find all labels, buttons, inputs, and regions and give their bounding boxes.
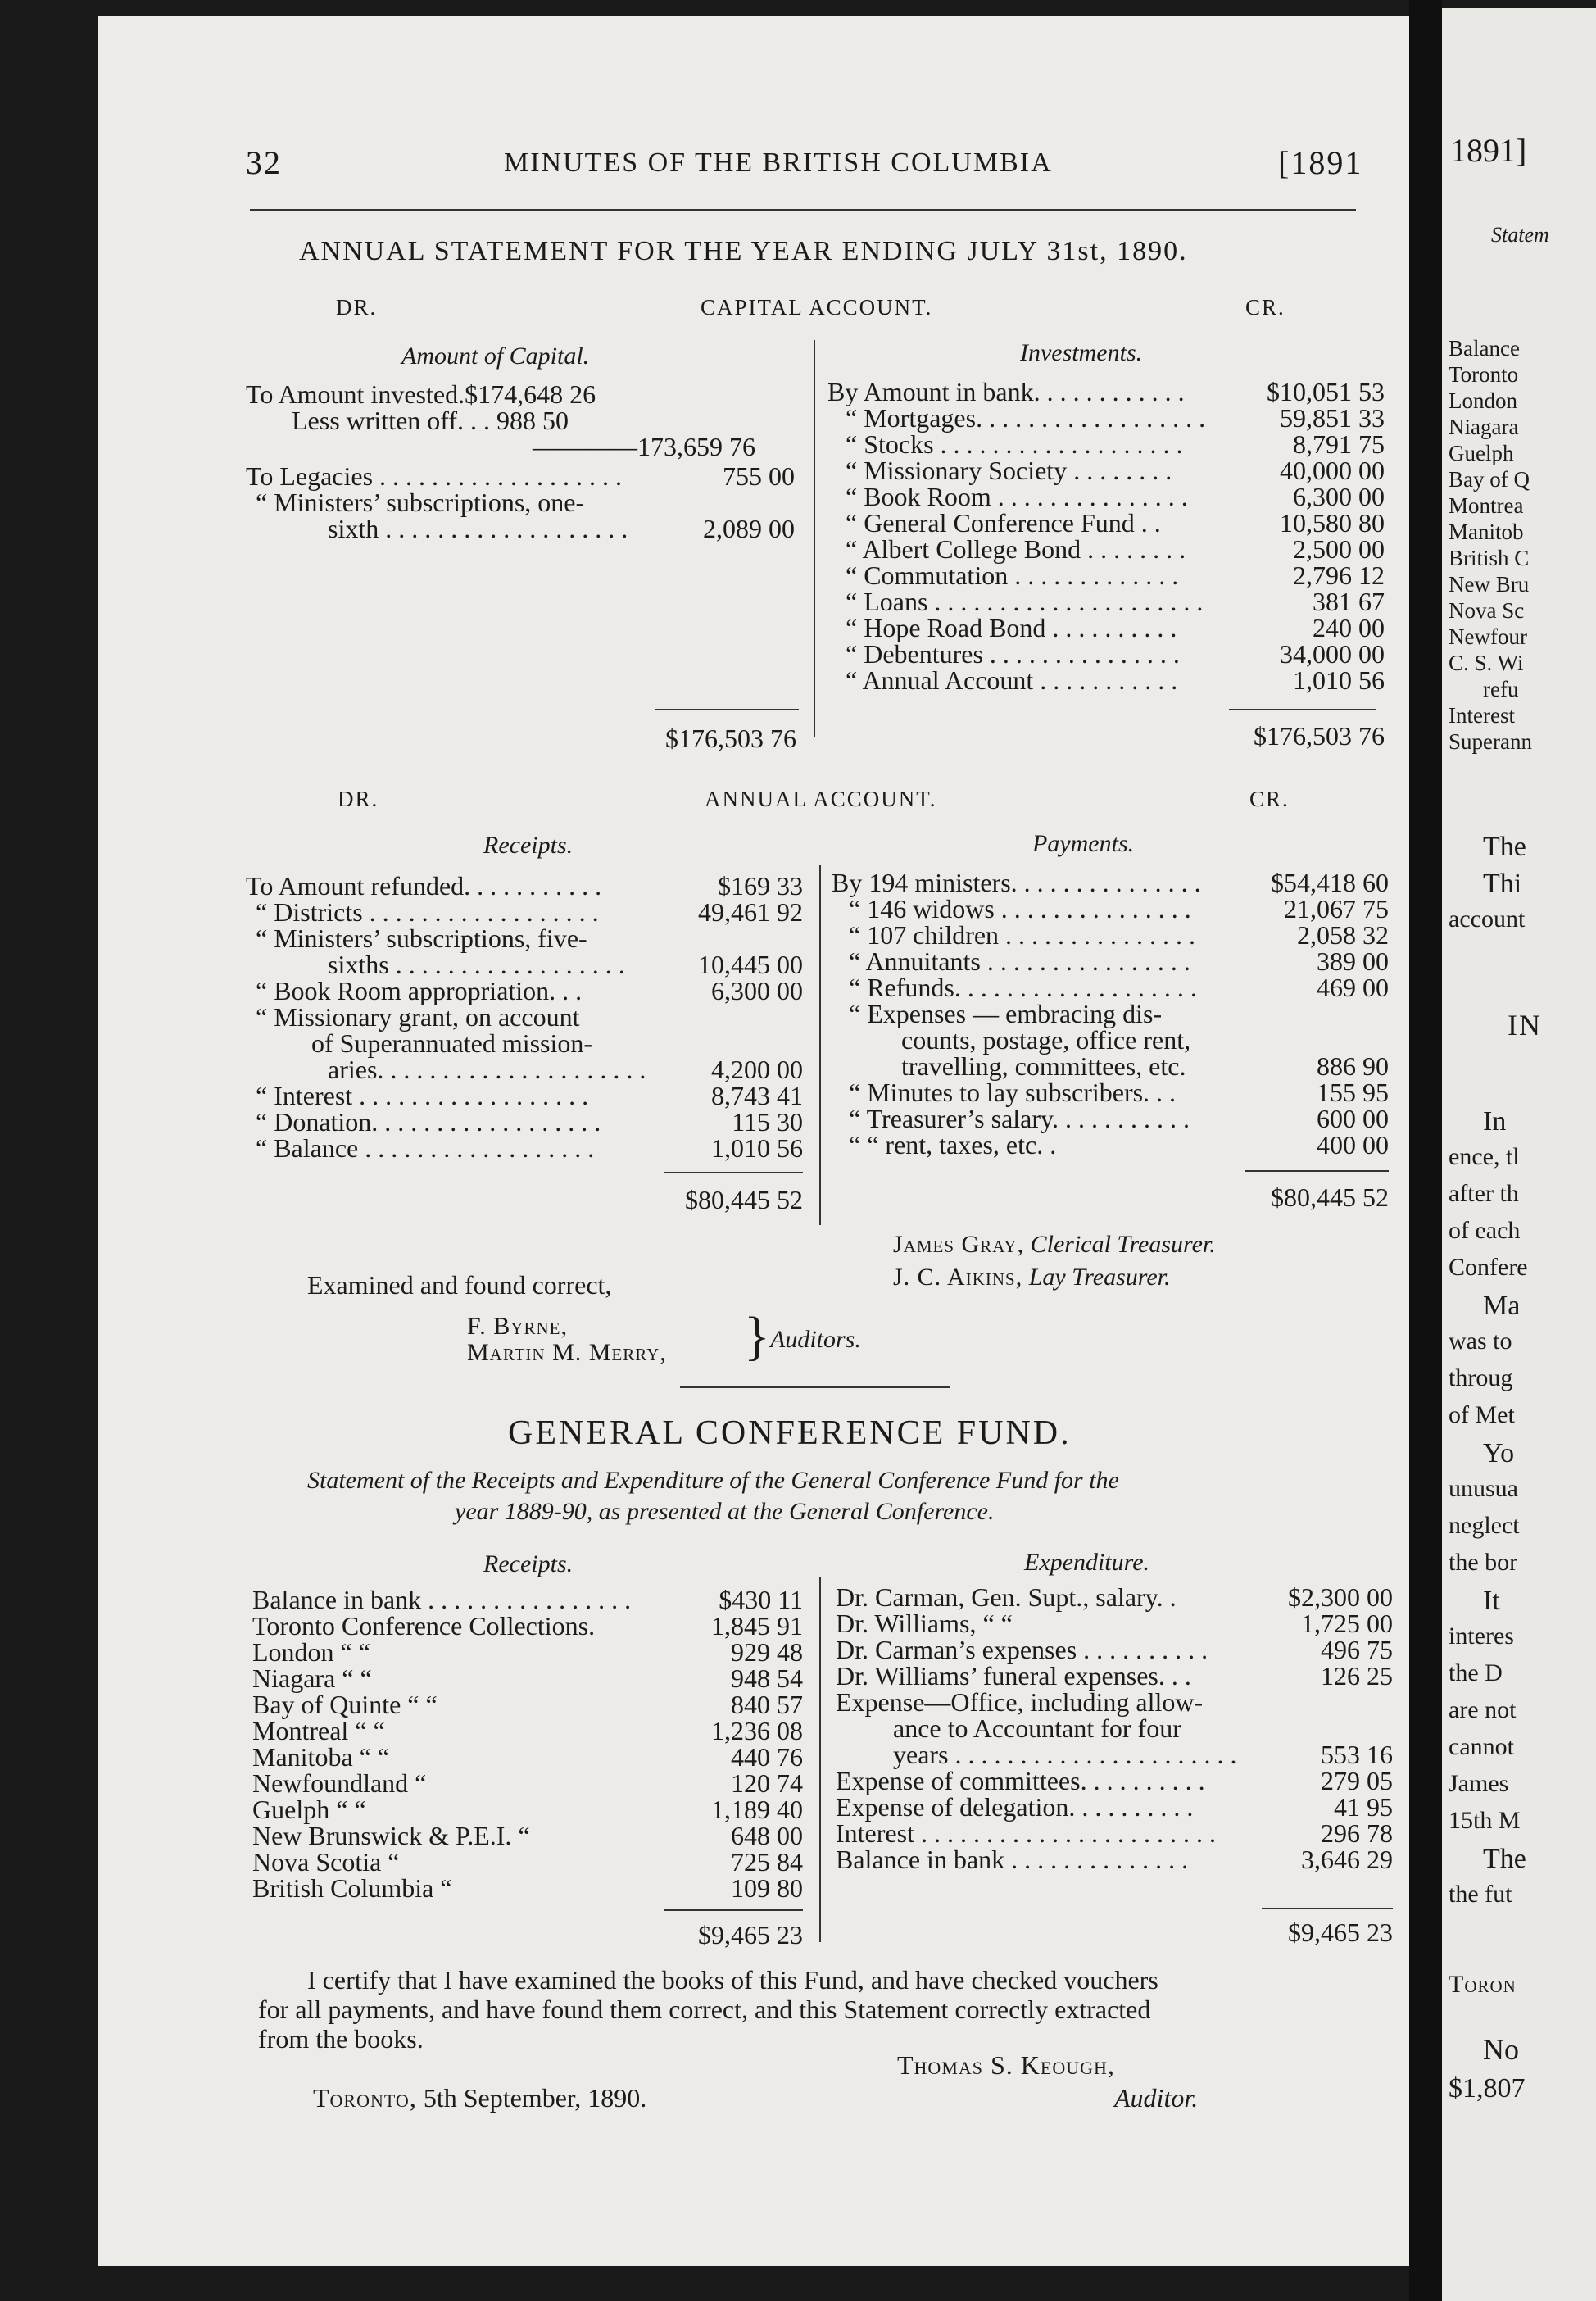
facing-text: after th <box>1449 1180 1519 1207</box>
gcf-subtitle-1: Statement of the Receipts and Expenditure of the General Conference Fund for the <box>307 1467 1119 1494</box>
gcf-right-row: Dr. Williams, “ “ <box>836 1609 1013 1638</box>
auditors-brace: } <box>744 1306 770 1366</box>
gcf-right-row: Dr. Carman’s expenses . . . . . . . . . . <box>836 1635 1208 1664</box>
facing-text: No <box>1483 2033 1519 2066</box>
date: 5th September, 1890. <box>423 2083 647 2113</box>
gcf-left-amount: 1,189 40 <box>711 1795 803 1824</box>
annual-right-row: By 194 ministers. . . . . . . . . . . . . . . <box>832 868 1201 897</box>
running-title: MINUTES OF THE BRITISH COLUMBIA <box>504 148 1053 178</box>
gcf-right-row: Expense of delegation. . . . . . . . . . <box>836 1792 1194 1822</box>
annual-left-row: To Amount refunded. . . . . . . . . . . <box>246 871 602 901</box>
capital-left-row: ————173,659 76 <box>533 432 755 461</box>
gcf-left-amount: $430 11 <box>719 1585 803 1614</box>
gcf-right-amount: 296 78 <box>1321 1818 1393 1848</box>
clerical-treasurer <box>893 1231 1216 1259</box>
capital-right-row: “ Commutation . . . . . . . . . . . . . <box>846 560 1179 590</box>
capital-left-row: To Amount invested.$174,648 26 <box>246 379 596 409</box>
gcf-right-row: ance to Accountant for four <box>893 1713 1181 1743</box>
capital-right-amount: 2,796 12 <box>1293 560 1385 590</box>
capital-left-row: To Legacies . . . . . . . . . . . . . . . . . . . <box>246 461 623 491</box>
capital-right-row: “ General Conference Fund . . <box>846 508 1161 538</box>
facing-text: neglect <box>1449 1512 1520 1539</box>
facing-list-item: London <box>1449 388 1517 413</box>
capital-right-amount: 59,851 33 <box>1280 403 1385 433</box>
facing-text: $1,807 <box>1449 2073 1526 2104</box>
annual-right-row: “ Annuitants . . . . . . . . . . . . . . . . <box>849 946 1190 976</box>
capital-left-heading: Amount of Capital. <box>401 343 590 370</box>
gcf-right-amount: $2,300 00 <box>1288 1582 1393 1612</box>
facing-page <box>1442 8 1596 2301</box>
capital-right-amount: 34,000 00 <box>1280 639 1385 669</box>
annual-right-amount: 389 00 <box>1317 946 1389 976</box>
gcf-left-row: London “ “ <box>252 1637 370 1667</box>
gcf-left-amount: 120 74 <box>731 1768 803 1798</box>
gcf-left-total: $9,465 23 <box>698 1920 803 1949</box>
facing-text: of Met <box>1449 1401 1515 1428</box>
book-page <box>98 16 1409 2266</box>
annual-left-row: aries. . . . . . . . . . . . . . . . . . . . . <box>328 1055 646 1084</box>
capital-right-row: By Amount in bank. . . . . . . . . . . . <box>827 377 1185 406</box>
annual-left-row: “ Districts . . . . . . . . . . . . . . . . . . <box>256 897 599 927</box>
annual-right-amount: 400 00 <box>1317 1130 1389 1160</box>
header-rule <box>250 209 1356 211</box>
capital-right-heading: Investments. <box>1020 339 1143 366</box>
facing-text: James <box>1449 1770 1509 1797</box>
capital-divider <box>814 340 815 738</box>
gcf-left-row: Niagara “ “ <box>252 1663 372 1693</box>
gcf-right-row: Interest . . . . . . . . . . . . . . . . . . . . . . . <box>836 1818 1216 1848</box>
capital-right-amount: 6,300 00 <box>1293 482 1385 511</box>
gcf-left-row: Nova Scotia “ <box>252 1847 400 1877</box>
facing-text: interes <box>1449 1622 1514 1650</box>
certificate-line-3: from the books. <box>258 2024 424 2054</box>
annual-right-amount: 600 00 <box>1317 1104 1389 1133</box>
gcf-subtitle-2: year 1889-90, as presented at the General Conference. <box>455 1498 995 1525</box>
treasurer-name: J. C. Aikins, <box>893 1264 1023 1291</box>
capital-right-row: “ Missionary Society . . . . . . . . <box>846 456 1172 485</box>
capital-right-row: “ Loans . . . . . . . . . . . . . . . . . . . . . <box>846 587 1204 616</box>
annual-right-total: $80,445 52 <box>1271 1182 1389 1212</box>
gcf-right-sum-rule <box>1262 1908 1393 1909</box>
facing-text: The <box>1483 832 1526 862</box>
annual-dr: DR. <box>338 787 379 811</box>
capital-left-row: “ Ministers’ subscriptions, one- <box>256 488 585 517</box>
capital-right-sum-rule <box>1229 709 1376 710</box>
annual-left-row: “ Missionary grant, on account <box>256 1002 580 1032</box>
facing-text: IN <box>1508 1009 1542 1042</box>
annual-divider <box>819 865 821 1225</box>
annual-right-row: counts, postage, office rent, <box>901 1025 1191 1055</box>
capital-right-row: “ Stocks . . . . . . . . . . . . . . . . . . . <box>846 429 1183 459</box>
facing-list-item: Toronto <box>1449 362 1519 387</box>
capital-right-row: “ Mortgages. . . . . . . . . . . . . . . . . . <box>846 403 1206 433</box>
annual-right-row: “ Refunds. . . . . . . . . . . . . . . . . . . <box>849 973 1197 1002</box>
annual-cr: CR. <box>1249 787 1290 811</box>
annual-right-sum-rule <box>1245 1170 1389 1172</box>
facing-text: was to <box>1449 1328 1512 1355</box>
annual-right-amount: 469 00 <box>1317 973 1389 1002</box>
gcf-left-row: Guelph “ “ <box>252 1795 366 1824</box>
facing-text: 15th M <box>1449 1807 1521 1834</box>
facing-text: the bor <box>1449 1549 1518 1576</box>
annual-right-row: “ Expenses — embracing dis- <box>849 999 1163 1028</box>
gcf-left-amount: 948 54 <box>731 1663 803 1693</box>
capital-right-amount: $10,051 53 <box>1267 377 1385 406</box>
place-date <box>313 2083 646 2113</box>
gcf-title: GENERAL CONFERENCE FUND. <box>508 1414 1072 1452</box>
facing-list-item: C. S. Wi <box>1449 651 1524 675</box>
gcf-left-amount: 1,845 91 <box>711 1611 803 1641</box>
annual-left-amount: 4,200 00 <box>711 1055 803 1084</box>
facing-text: throug <box>1449 1364 1513 1391</box>
gcf-auditor-name: Thomas S. Keough, <box>897 2050 1115 2080</box>
annual-right-heading: Payments. <box>1032 830 1135 857</box>
book-gutter <box>1409 0 1442 2301</box>
gcf-right-amount: 1,725 00 <box>1301 1609 1393 1638</box>
annual-left-row: of Superannuated mission- <box>311 1028 593 1058</box>
gcf-left-amount: 1,236 08 <box>711 1716 803 1745</box>
place: Toronto, <box>313 2083 417 2113</box>
facing-text: unusua <box>1449 1475 1518 1502</box>
annual-right-amount: $54,418 60 <box>1271 868 1389 897</box>
gcf-left-row: Newfoundland “ <box>252 1768 427 1798</box>
gcf-right-amount: 41 95 <box>1334 1792 1393 1822</box>
annual-left-row: “ Interest . . . . . . . . . . . . . . . . . . <box>256 1081 589 1110</box>
facing-text: Toron <box>1449 1971 1517 1998</box>
gcf-left-row: Manitoba “ “ <box>252 1742 390 1772</box>
capital-right-row: “ Book Room . . . . . . . . . . . . . . . <box>846 482 1188 511</box>
facing-text: Ma <box>1483 1291 1521 1321</box>
gcf-left-heading: Receipts. <box>483 1550 574 1577</box>
gcf-left-amount: 929 48 <box>731 1637 803 1667</box>
annual-left-sum-rule <box>664 1172 803 1173</box>
annual-right-row: travelling, committees, etc. <box>901 1051 1186 1081</box>
annual-left-amount: 115 30 <box>732 1107 803 1137</box>
annual-left-amount: 8,743 41 <box>711 1081 803 1110</box>
annual-right-amount: 155 95 <box>1317 1078 1389 1107</box>
gcf-right-total: $9,465 23 <box>1288 1918 1393 1947</box>
capital-left-amount: 755 00 <box>723 461 795 491</box>
gcf-left-row: New Brunswick & P.E.I. “ <box>252 1821 530 1850</box>
gcf-right-amount: 553 16 <box>1321 1740 1393 1769</box>
certificate-line-2: for all payments, and have found them correct, and this Statement correctly extracted <box>258 1995 1151 2024</box>
gcf-left-sum-rule <box>664 1909 803 1911</box>
gcf-left-amount: 725 84 <box>731 1847 803 1877</box>
capital-dr: DR. <box>336 295 378 320</box>
annual-title: ANNUAL ACCOUNT. <box>705 787 937 811</box>
capital-right-amount: 1,010 56 <box>1293 665 1385 695</box>
auditors-label: Auditors. <box>770 1326 861 1353</box>
facing-text: are not <box>1449 1696 1517 1723</box>
facing-text: of each <box>1449 1217 1521 1244</box>
capital-left-total: $176,503 76 <box>665 724 796 753</box>
facing-text: It <box>1483 1586 1500 1616</box>
gcf-left-row: Bay of Quinte “ “ <box>252 1690 438 1719</box>
gcf-left-amount: 109 80 <box>731 1873 803 1903</box>
gcf-right-row: Dr. Williams’ funeral expenses. . . <box>836 1661 1191 1691</box>
gcf-left-row: Toronto Conference Collections. <box>252 1611 596 1641</box>
capital-right-row: “ Debentures . . . . . . . . . . . . . . . <box>846 639 1180 669</box>
facing-text: In <box>1483 1106 1507 1137</box>
capital-right-row: “ Hope Road Bond . . . . . . . . . . <box>846 613 1177 642</box>
capital-right-row: “ Annual Account . . . . . . . . . . . <box>846 665 1178 695</box>
gcf-right-row: Dr. Carman, Gen. Supt., salary. . <box>836 1582 1177 1612</box>
annual-right-row: “ 146 widows . . . . . . . . . . . . . . . <box>849 894 1191 924</box>
gcf-left-amount: 840 57 <box>731 1690 803 1719</box>
gcf-right-heading: Expenditure. <box>1024 1549 1150 1576</box>
capital-left-sum-rule <box>655 709 799 710</box>
facing-text: Thi <box>1483 869 1522 899</box>
gcf-auditor-role: Auditor. <box>1114 2083 1199 2113</box>
facing-text: account <box>1449 905 1526 933</box>
capital-right-amount: 240 00 <box>1313 613 1385 642</box>
annual-right-amount: 886 90 <box>1317 1051 1389 1081</box>
facing-list-item: Guelph <box>1449 441 1514 465</box>
gcf-left-row: Balance in bank . . . . . . . . . . . . . . . . <box>252 1585 632 1614</box>
gcf-right-row: Balance in bank . . . . . . . . . . . . . . <box>836 1845 1189 1874</box>
section-rule <box>680 1386 950 1388</box>
facing-list-item: refu <box>1483 677 1519 701</box>
facing-statement: Statem <box>1491 223 1549 247</box>
facing-year: 1891] <box>1450 132 1527 169</box>
annual-left-heading: Receipts. <box>483 832 574 859</box>
capital-left-amount: 2,089 00 <box>703 514 795 543</box>
facing-list-item: New Bru <box>1449 572 1530 597</box>
facing-text: the fut <box>1449 1881 1512 1908</box>
treasurer-name: James Gray, <box>893 1231 1025 1258</box>
annual-left-amount: 10,445 00 <box>698 950 803 979</box>
annual-left-row: “ Book Room appropriation. . . <box>256 976 583 1005</box>
annual-left-row: “ Ministers’ subscriptions, five- <box>256 924 587 953</box>
annual-right-row: “ 107 children . . . . . . . . . . . . . . . <box>849 920 1196 950</box>
annual-left-amount: 1,010 56 <box>711 1133 803 1163</box>
gcf-left-amount: 648 00 <box>731 1821 803 1850</box>
annual-left-amount: $169 33 <box>718 871 803 901</box>
gcf-right-row: years . . . . . . . . . . . . . . . . . . . . . . <box>893 1740 1237 1769</box>
page-number: 32 <box>246 144 282 181</box>
treasurer-role: Lay Treasurer. <box>1028 1264 1171 1291</box>
annual-left-row: “ Donation. . . . . . . . . . . . . . . . . . <box>256 1107 601 1137</box>
facing-list-item: Newfour <box>1449 624 1527 649</box>
statement-title: ANNUAL STATEMENT FOR THE YEAR ENDING JULY 31st, 1890. <box>299 236 1188 266</box>
facing-list-item: Manitob <box>1449 520 1524 544</box>
capital-right-row: “ Albert College Bond . . . . . . . . <box>846 534 1186 564</box>
annual-right-amount: 2,058 32 <box>1297 920 1389 950</box>
capital-right-amount: 2,500 00 <box>1293 534 1385 564</box>
gcf-left-row: Montreal “ “ <box>252 1716 385 1745</box>
auditor-name-1: F. Byrne, <box>467 1313 568 1340</box>
facing-list-item: British C <box>1449 546 1530 570</box>
gcf-right-amount: 279 05 <box>1321 1766 1393 1795</box>
facing-list-item: Niagara <box>1449 415 1519 439</box>
capital-right-total: $176,503 76 <box>1254 721 1385 751</box>
facing-list-item: Superann <box>1449 729 1532 754</box>
facing-text: the D <box>1449 1659 1503 1686</box>
capital-left-row: sixth . . . . . . . . . . . . . . . . . . . <box>328 514 628 543</box>
annual-left-total: $80,445 52 <box>685 1185 803 1214</box>
lay-treasurer <box>893 1264 1171 1291</box>
facing-list-item: Montrea <box>1449 493 1524 518</box>
gcf-left-row: British Columbia “ <box>252 1873 452 1903</box>
annual-right-amount: 21,067 75 <box>1284 894 1389 924</box>
treasurer-role: Clerical Treasurer. <box>1030 1231 1216 1258</box>
capital-cr: CR. <box>1245 295 1285 320</box>
facing-list-item: Bay of Q <box>1449 467 1530 492</box>
examined-note: Examined and found correct, <box>307 1270 612 1300</box>
capital-right-amount: 381 67 <box>1313 587 1385 616</box>
facing-text: ence, tl <box>1449 1143 1520 1170</box>
capital-title: CAPITAL ACCOUNT. <box>701 295 933 320</box>
facing-list-item: Interest <box>1449 703 1515 728</box>
facing-text: The <box>1483 1844 1526 1874</box>
annual-right-row: “ Treasurer’s salary. . . . . . . . . . . <box>849 1104 1190 1133</box>
facing-text: cannot <box>1449 1733 1514 1760</box>
capital-right-amount: 8,791 75 <box>1293 429 1385 459</box>
gcf-right-amount: 3,646 29 <box>1301 1845 1393 1874</box>
gcf-right-amount: 126 25 <box>1321 1661 1393 1691</box>
facing-list-item: Nova Sc <box>1449 598 1525 623</box>
annual-left-row: “ Balance . . . . . . . . . . . . . . . . . . <box>256 1133 595 1163</box>
gcf-right-row: Expense—Office, including allow- <box>836 1687 1204 1717</box>
gcf-right-row: Expense of committees. . . . . . . . . . <box>836 1766 1205 1795</box>
annual-left-amount: 49,461 92 <box>698 897 803 927</box>
capital-right-amount: 10,580 80 <box>1280 508 1385 538</box>
facing-list-item: Balance <box>1449 336 1520 361</box>
gcf-left-amount: 440 76 <box>731 1742 803 1772</box>
annual-right-row: “ Minutes to lay subscribers. . . <box>849 1078 1177 1107</box>
header-year: [1891 <box>1278 144 1363 181</box>
gcf-divider <box>819 1577 821 1942</box>
facing-text: Yo <box>1483 1438 1515 1468</box>
certificate-line-1: I certify that I have examined the books of this Fund, and have checked vouchers <box>307 1965 1158 1995</box>
gcf-right-amount: 496 75 <box>1321 1635 1393 1664</box>
annual-left-amount: 6,300 00 <box>711 976 803 1005</box>
annual-right-row: “ “ rent, taxes, etc. . <box>849 1130 1057 1160</box>
annual-left-row: sixths . . . . . . . . . . . . . . . . . . <box>328 950 625 979</box>
facing-text: Confere <box>1449 1254 1528 1281</box>
capital-left-row: Less written off. . . 988 50 <box>292 406 569 435</box>
capital-right-amount: 40,000 00 <box>1280 456 1385 485</box>
auditor-name-2: Martin M. Merry, <box>467 1339 667 1366</box>
